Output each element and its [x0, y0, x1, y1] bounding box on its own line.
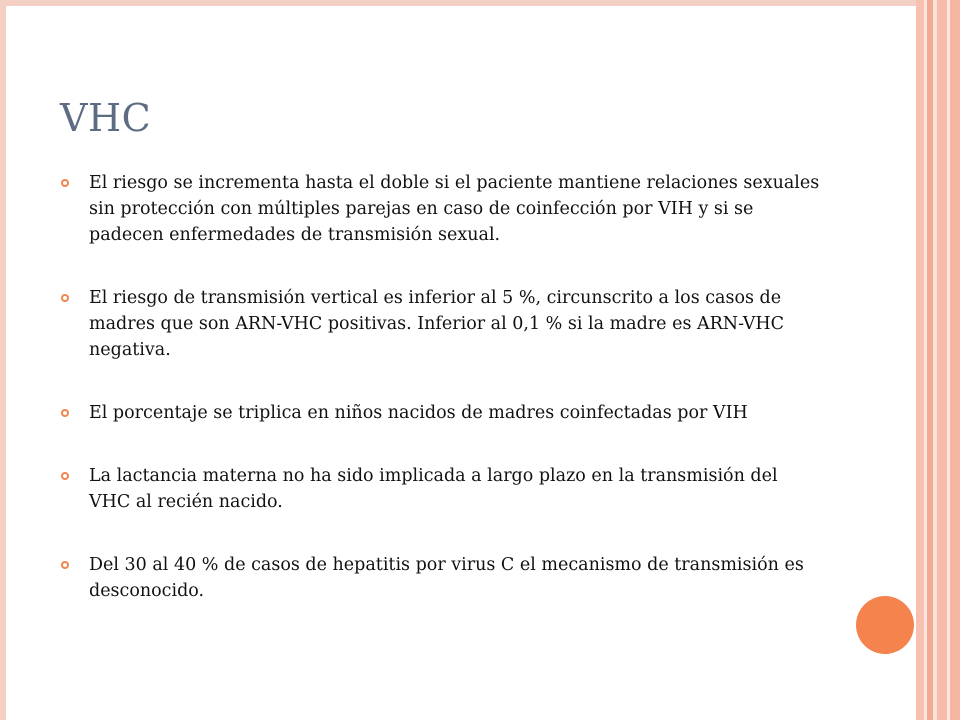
bullet-circle-icon [61, 294, 69, 302]
bullet-text: El porcentaje se triplica en niños nacidos de madres coinfectadas por VIH [89, 403, 748, 423]
frame-top-border [0, 0, 920, 6]
bullet-item [60, 170, 820, 248]
bullet-item [60, 285, 820, 363]
decorative-stripe [916, 0, 924, 720]
bullet-item [60, 552, 820, 604]
bullet-circle-icon [61, 561, 69, 569]
bullet-text: Del 30 al 40 % de casos de hepatitis por virus C el mecanismo de transmisión es desconocido. [89, 555, 804, 601]
bullet-circle-icon [61, 472, 69, 480]
decorative-stripe [950, 0, 960, 720]
frame-left-border [0, 0, 6, 720]
bullet-text: El riesgo de transmisión vertical es inferior al 5 %, circunscrito a los casos de madres que son ARN-VHC positivas. Inferior al 0,1 % si la madre es ARN-VHC negativa. [89, 288, 785, 360]
bullet-circle-icon [61, 409, 69, 417]
bullet-text: La lactancia materna no ha sido implicada a largo plazo en la transmisión del VHC al recién nacido. [89, 466, 778, 512]
bullet-item [60, 400, 820, 426]
decorative-stripe [937, 0, 947, 720]
bullet-circle-icon [61, 179, 69, 187]
bullet-text: El riesgo se incrementa hasta el doble si el paciente mantiene relaciones sexuales sin protección con múltiples parejas en caso de coinfección por VIH y si se padecen enfermedades de transmisión sexual. [89, 173, 820, 245]
decorative-orange-circle [856, 596, 914, 654]
bullet-list [60, 170, 820, 641]
slide-title: VHC [60, 96, 152, 140]
bullet-item [60, 463, 820, 515]
